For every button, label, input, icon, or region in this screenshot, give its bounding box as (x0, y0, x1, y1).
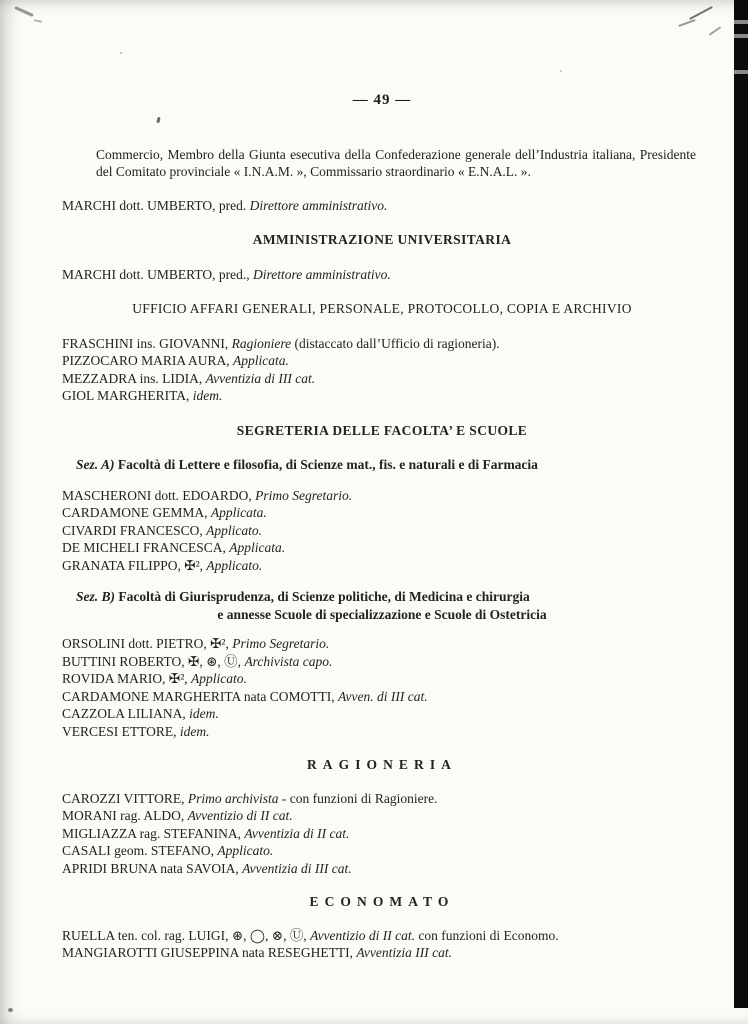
text-segment: RAGIONERIA (306, 757, 457, 772)
block-entry (62, 504, 702, 522)
text-segment: CIVARDI FRANCESCO, (62, 522, 207, 538)
page-content (62, 92, 702, 962)
text-segment: Applicata. (233, 353, 289, 368)
scan-mark-top-left (34, 19, 42, 23)
binding-notch (734, 70, 748, 74)
text-segment: Commercio, Membro della Giunta esecutiva della Confederazione generale dell’Industria italiana, Presidente del Comitato provinciale « I.N.A.M. », Commissario straordinario « E.N.A.L. ». (96, 146, 700, 179)
text-segment: Ragioniere (231, 335, 292, 351)
text-segment: Avventizio di II cat. (310, 927, 416, 943)
text-segment: Avven. di III cat. (338, 688, 428, 704)
text-segment: Facoltà di Giurisprudenza, di Scienze politiche, di Medicina e chirurgia (115, 589, 530, 604)
block-heading-plain (62, 300, 702, 318)
text-segment: e annesse Scuole di specializzazione e Scuole di Ostetricia (217, 606, 547, 622)
block-entry (62, 387, 702, 405)
block-entry (62, 266, 702, 284)
block-entry (62, 723, 702, 741)
text-segment: Direttore amministrativo. (249, 197, 388, 213)
text-segment: MARCHI dott. UMBERTO, pred. (62, 197, 250, 213)
text-segment: Facoltà di Lettere e filosofia, di Scienze mat., fis. e naturali e di Farmacia (114, 457, 538, 472)
block-entry (62, 790, 702, 808)
text-segment: (distaccato dall’Ufficio di ragioneria). (291, 335, 500, 351)
text-segment: CARDAMONE GEMMA, (62, 505, 211, 520)
text-segment: Avventizia di III cat. (242, 860, 352, 876)
block-para-indent (96, 146, 700, 181)
block-entry (62, 860, 702, 878)
block-entry (62, 635, 702, 653)
text-segment: con funzioni di Economo. (415, 927, 559, 943)
text-segment: APRIDI BRUNA nata SAVOIA, (62, 860, 243, 876)
text-segment: ECONOMATO (309, 894, 455, 909)
text-segment: Archivista capo. (244, 653, 333, 669)
block-entry (62, 944, 702, 962)
text-segment: ROVIDA MARIO, ✠², (62, 671, 191, 686)
text-segment: Primo Segretario. (255, 487, 353, 503)
block-entry (62, 807, 702, 825)
text-segment: idem. (179, 723, 210, 739)
block-heading-spaced (62, 756, 702, 774)
block-entry (62, 539, 702, 557)
block-sez (62, 456, 702, 474)
scan-mark-top-left (14, 6, 33, 17)
block-entry (62, 842, 702, 860)
text-segment: RUELLA ten. col. rag. LUIGI, ⊛, ◯, ⊗, Ⓤ, (62, 927, 311, 943)
text-segment: AMMINISTRAZIONE UNIVERSITARIA (252, 232, 512, 247)
text-blocks (62, 146, 702, 962)
text-segment: PIZZOCARO MARIA AURA, (62, 353, 234, 368)
block-entry (62, 487, 702, 505)
block-entry (62, 522, 702, 540)
text-segment: Avventizia di III cat. (205, 370, 316, 386)
text-segment: MEZZADRA ins. LIDIA, (62, 370, 206, 386)
text-segment: BUTTINI ROBERTO, ✠, ⊛, Ⓤ, (62, 653, 245, 669)
text-segment: VERCESI ETTORE, (62, 723, 180, 739)
text-segment: Direttore amministrativo. (252, 266, 391, 282)
block-entry (62, 335, 702, 353)
text-segment: Applicato. (217, 843, 274, 858)
text-segment: CARDAMONE MARGHERITA nata COMOTTI, (62, 688, 339, 704)
text-segment: idem. (189, 706, 219, 721)
text-segment: MIGLIAZZA rag. STEFANINA, (62, 825, 245, 841)
block-heading (62, 231, 702, 249)
text-segment: GIOL MARGHERITA, (62, 388, 193, 403)
block-entry (62, 688, 702, 706)
text-segment: idem. (192, 388, 223, 403)
block-entry (62, 557, 702, 575)
scan-mark-top-right (709, 26, 722, 36)
text-segment: MASCHERONI dott. EDOARDO, (62, 487, 256, 503)
text-segment: Avventizia III cat. (356, 945, 452, 960)
text-segment: Sez. B) (76, 589, 116, 604)
block-entry (62, 825, 702, 843)
text-segment: ORSOLINI dott. PIETRO, ✠², (62, 636, 233, 651)
block-entry (62, 370, 702, 388)
block-entry (62, 352, 702, 370)
page-number: — 49 — (352, 92, 412, 108)
text-segment: MORANI rag. ALDO, (62, 808, 188, 823)
block-entry (62, 197, 702, 215)
text-segment: GRANATA FILIPPO, ✠², (62, 557, 207, 573)
text-segment: Avventizio di II cat. (187, 808, 293, 823)
text-segment: Primo Segretario. (232, 636, 330, 651)
block-entry (62, 670, 702, 688)
block-heading (62, 422, 702, 440)
text-segment: Avventizia di II cat. (244, 825, 350, 841)
scan-mark-top-right (689, 6, 713, 20)
scan-speck (8, 1008, 13, 1012)
text-segment: - con funzioni di Ragioniere. (278, 790, 438, 806)
text-segment: Applicato. (191, 671, 247, 686)
text-segment: Applicata. (210, 505, 267, 520)
scan-speck (120, 52, 122, 54)
text-segment: SEGRETERIA DELLE FACOLTA’ E SCUOLE (236, 422, 528, 438)
text-segment: Primo archivista (187, 790, 279, 806)
block-entry (62, 653, 702, 671)
text-segment: Applicato. (206, 522, 263, 538)
text-segment: UFFICIO AFFARI GENERALI, PERSONALE, PROTOCOLLO, COPIA E ARCHIVIO (132, 301, 632, 316)
text-segment: DE MICHELI FRANCESCA, (62, 540, 230, 555)
binding-strip (734, 0, 748, 1008)
binding-notch (734, 20, 748, 24)
block-heading-spaced (62, 893, 702, 911)
text-segment: Applicato. (206, 557, 263, 573)
text-segment: CAZZOLA LILIANA, (62, 706, 190, 721)
text-segment: CASALI geom. STEFANO, (62, 843, 218, 858)
text-segment: MARCHI dott. UMBERTO, pred., (62, 266, 253, 282)
binding-notch (734, 34, 748, 38)
block-entry (62, 927, 702, 945)
scan-speck (560, 70, 562, 72)
block-sez (62, 588, 702, 606)
block-entry (62, 705, 702, 723)
text-segment: CAROZZI VITTORE, (62, 790, 188, 806)
block-center-line (62, 606, 702, 624)
text-segment: MANGIAROTTI GIUSEPPINA nata RESEGHETTI, (62, 945, 357, 960)
text-segment: FRASCHINI ins. GIOVANNI, (62, 335, 232, 351)
text-segment: Applicata. (229, 540, 286, 555)
text-segment: Sez. A) (76, 457, 115, 472)
scan-mark-top-right (678, 19, 696, 27)
